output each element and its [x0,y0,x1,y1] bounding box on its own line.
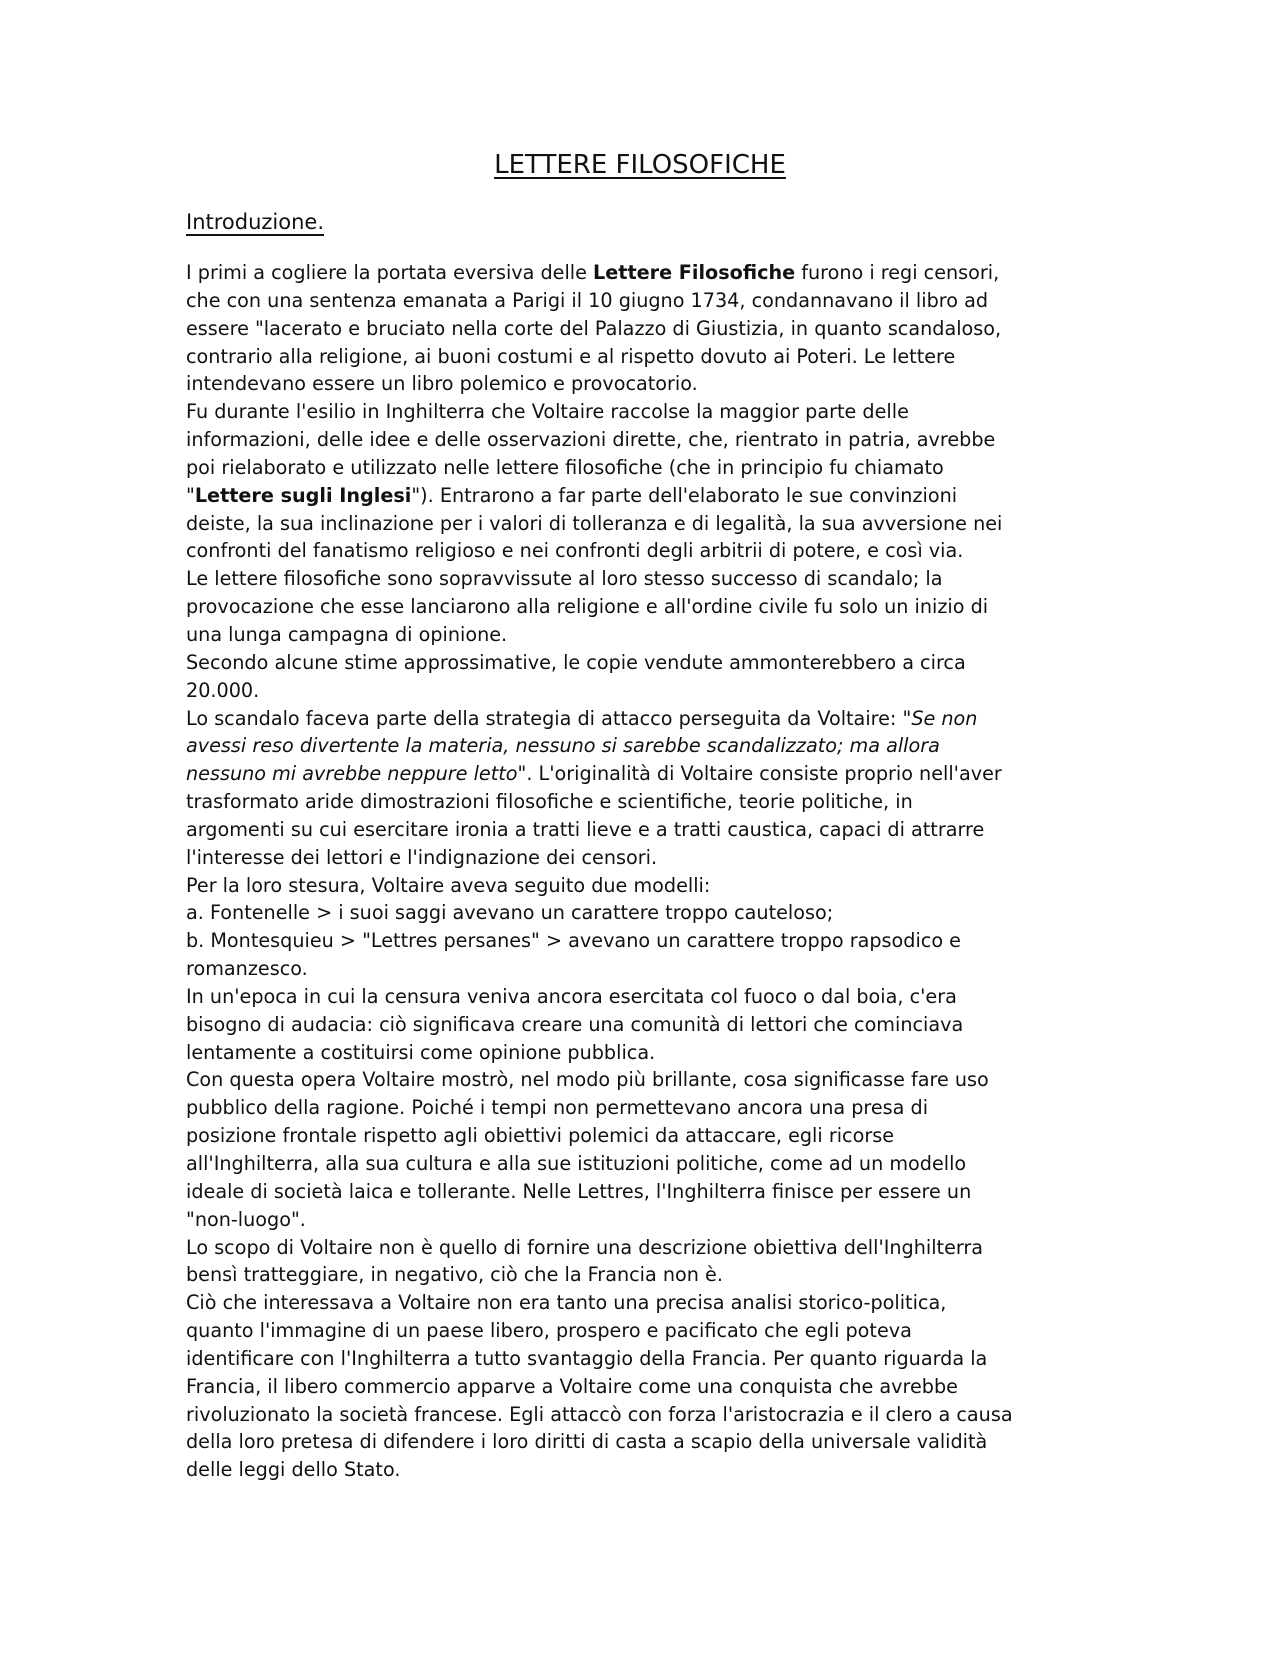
text-run: intendevano essere un libro polemico e provocatorio. [186,372,698,396]
text-run: una lunga campagna di opinione. [186,622,508,646]
text-run: bisogno di audacia: ciò significava creare una comunità di lettori che cominciava [186,1012,964,1036]
text-run: ". L'originalità di Voltaire consiste proprio nell'aver [517,762,1002,786]
text-run: Fu durante l'esilio in Inghilterra che Voltaire raccolse la maggior parte delle [186,400,909,424]
text-run: Lo scopo di Voltaire non è quello di fornire una descrizione obiettiva dell'Inghilterra [186,1235,984,1259]
text-run: trasformato aride dimostrazioni filosofiche e scientifiche, teorie politiche, in [186,790,913,814]
text-run: Lo scandalo faceva parte della strategia di attacco perseguita da Voltaire: " [186,706,912,730]
text-line [186,1150,1106,1178]
text-run: "non-luogo". [186,1207,306,1231]
text-line [186,1122,1106,1150]
text-line [186,537,1106,565]
text-line [186,370,1106,398]
text-line [186,760,1106,788]
text-line [186,565,1106,593]
text-line [186,1261,1106,1289]
text-run: furono i regi censori, [795,261,1000,284]
text-run: a. Fontenelle > i suoi saggi avevano un carattere troppo cauteloso; [186,901,834,925]
text-line [186,816,1106,844]
text-line [186,1066,1106,1094]
text-line [186,454,1106,482]
text-run: delle leggi dello Stato. [186,1458,401,1482]
text-run: Ciò che interessava a Voltaire non era tanto una precisa analisi storico-politica, [186,1291,947,1315]
text-run: pubblico della ragione. Poiché i tempi non permettevano ancora una presa di [186,1096,929,1120]
text-run: argomenti su cui esercitare ironia a tratti lieve e a tratti caustica, capaci di attrarre [186,817,985,841]
text-line [186,844,1106,872]
text-line [186,1401,1106,1429]
text-line [186,259,1106,287]
text-run: Per la loro stesura, Voltaire aveva seguito due modelli: [186,873,711,897]
text-line [186,1011,1106,1039]
text-line [186,1206,1106,1234]
body-paragraphs [186,259,1106,1484]
text-run: confronti del fanatismo religioso e nei confronti degli arbitrii di potere, e così via. [186,539,964,563]
text-run: deiste, la sua inclinazione per i valori di tolleranza e di legalità, la sua avversione nei [186,511,1003,535]
text-line [186,1456,1106,1484]
text-line [186,1289,1106,1317]
text-run: informazioni, delle idee e delle osservazioni dirette, che, rientrato in patria, avrebbe [186,428,996,452]
text-line [186,872,1106,900]
text-run: Francia, il libero commercio apparve a Voltaire come una conquista che avrebbe [186,1374,958,1398]
text-line [186,788,1106,816]
bold-text: Lettere Filosofiche [593,261,796,284]
text-line [186,482,1106,510]
text-run: identificare con l'Inghilterra a tutto svantaggio della Francia. Per quanto riguarda la [186,1346,988,1370]
text-line [186,677,1106,705]
text-run: posizione frontale rispetto agli obiettivi polemici da attaccare, egli ricorse [186,1124,895,1148]
text-line [186,1178,1106,1206]
text-run: b. Montesquieu > "Lettres persanes" > avevano un carattere troppo rapsodico e [186,929,961,953]
text-line [186,1373,1106,1401]
bold-text: Lettere sugli Inglesi [194,483,412,507]
text-line [186,1428,1106,1456]
text-run: all'Inghilterra, alla sua cultura e alla sue istituzioni politiche, come ad un modello [186,1152,967,1175]
text-run: che con una sentenza emanata a Parigi il 10 giugno 1734, condannavano il libro ad [186,288,989,312]
text-run: rivoluzionato la società francese. Egli attaccò con forza l'aristocrazia e il clero a causa [186,1402,1013,1426]
text-run: poi rielaborato e utilizzato nelle lettere filosofiche (che in principio fu chiamato [186,455,944,479]
text-run: Secondo alcune stime approssimative, le copie vendute ammonterebbero a circa [186,650,966,674]
text-run: contrario alla religione, ai buoni costumi e al rispetto dovuto ai Poteri. Le lettere [186,344,956,368]
text-run: 20.000. [186,678,260,702]
text-line [186,649,1106,677]
section-heading-introduzione: Introduzione. [186,210,325,234]
text-run: della loro pretesa di difendere i loro diritti di casta a scapio della universale validità [186,1430,988,1454]
text-line [186,593,1106,621]
text-run: essere "lacerato e bruciato nella corte del Palazzo di Giustizia, in quanto scandaloso, [186,316,1002,340]
italic-text: nessuno mi avrebbe neppure letto [186,762,518,786]
text-run: In un'epoca in cui la censura veniva ancora esercitata col fuoco o dal boia, c'era [186,984,957,1008]
text-line [186,287,1106,315]
text-run: romanzesco. [186,957,308,981]
text-line [186,343,1106,371]
text-line [186,927,1106,955]
text-line [186,983,1106,1011]
text-run: Con questa opera Voltaire mostrò, nel modo più brillante, cosa significasse fare uso [186,1068,989,1092]
text-line [186,705,1106,733]
document-title: LETTERE FILOSOFICHE [494,150,786,180]
text-run: lentamente a costituirsi come opinione pubblica. [186,1040,656,1064]
text-line [186,510,1106,538]
text-line [186,426,1106,454]
text-line [186,1039,1106,1067]
text-run: provocazione che esse lanciarono alla religione e all'ordine civile fu solo un inizio di [186,595,989,619]
text-line [186,1094,1106,1122]
text-line [186,1317,1106,1345]
text-line [186,621,1106,649]
text-run: quanto l'immagine di un paese libero, prospero e pacificato che egli poteva [186,1319,912,1343]
text-run: I primi a cogliere la portata eversiva delle [186,261,594,284]
text-line [186,955,1106,983]
text-line [186,398,1106,426]
text-run: "). Entrarono a far parte dell'elaborato le sue convinzioni [411,483,958,507]
text-line [186,315,1106,343]
text-run: " [186,483,195,507]
text-run: bensì tratteggiare, in negativo, ciò che la Francia non è. [186,1263,723,1287]
italic-text: Se non [911,706,978,730]
text-line [186,1345,1106,1373]
text-line [186,1234,1106,1262]
text-run: Le lettere filosofiche sono sopravvissute al loro stesso successo di scandalo; la [186,567,943,591]
text-run: ideale di società laica e tollerante. Nelle Lettres, l'Inghilterra finisce per essere un [186,1179,972,1203]
text-line [186,899,1106,927]
italic-text: avessi reso divertente la materia, nessuno si sarebbe scandalizzato; ma allora [186,734,940,758]
text-line [186,732,1106,760]
text-run: l'interesse dei lettori e l'indignazione dei censori. [186,845,658,869]
